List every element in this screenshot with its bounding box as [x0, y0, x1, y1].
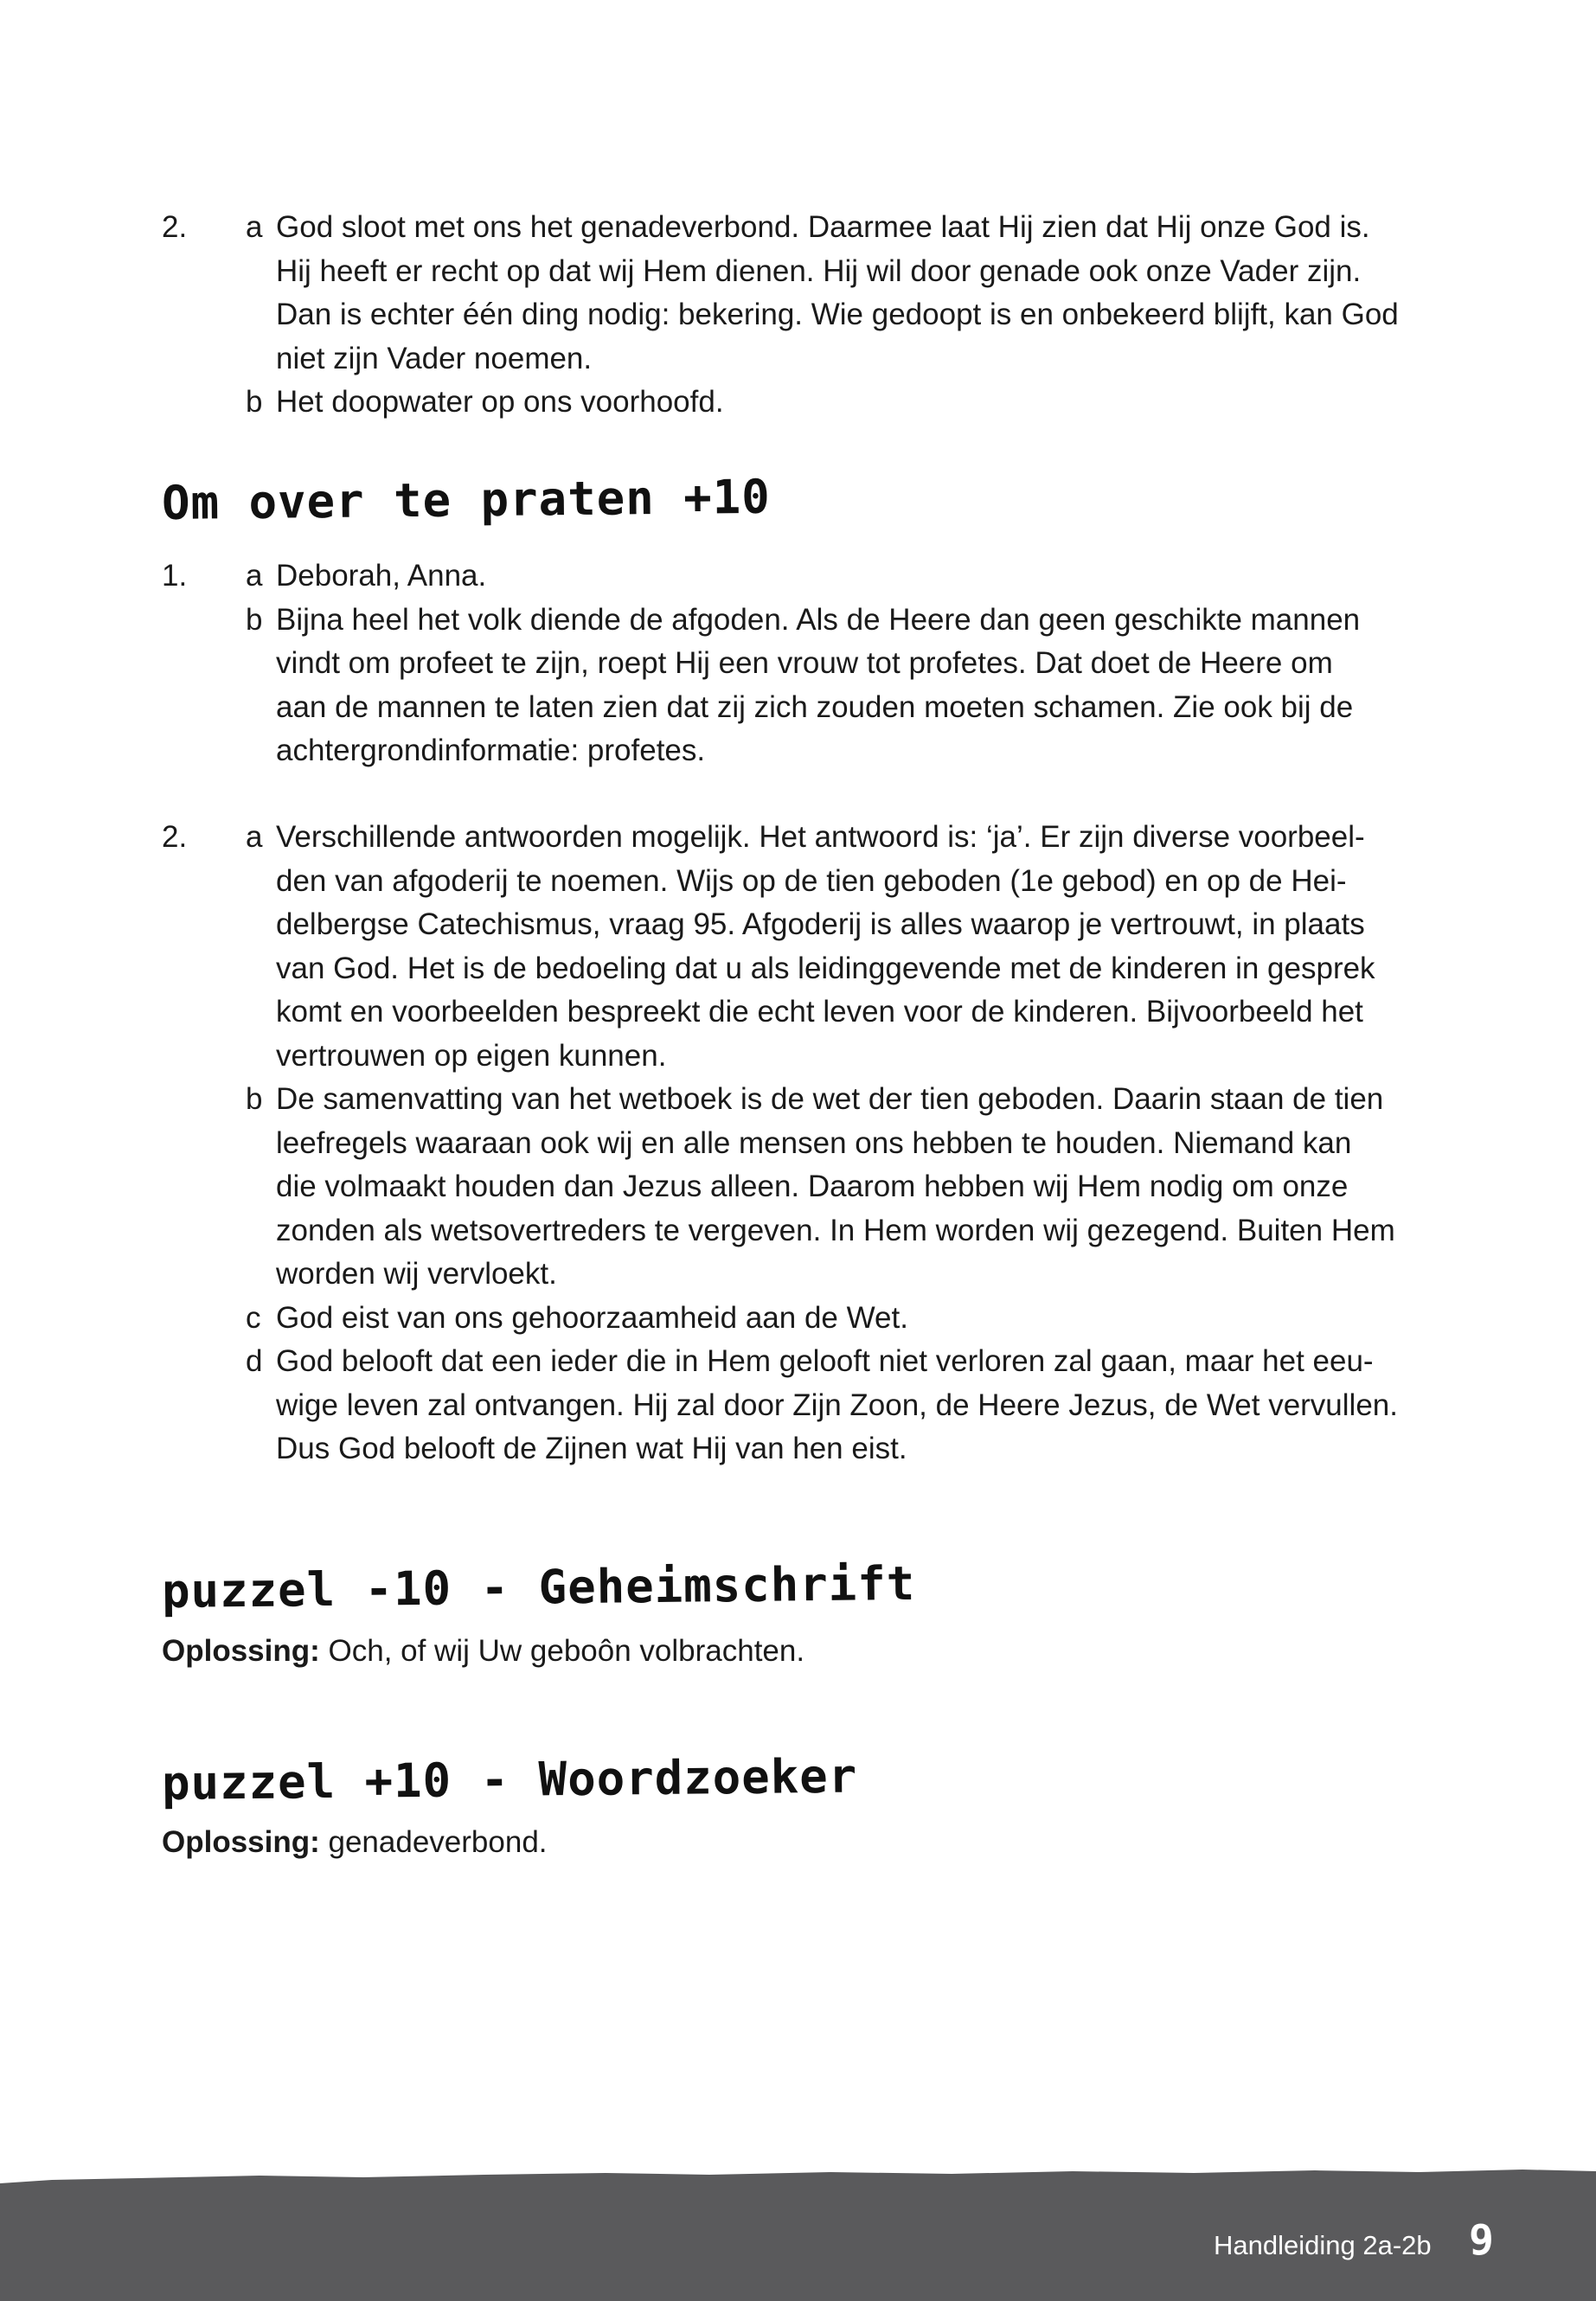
line: vertrouwen op eigen kunnen. — [276, 1038, 667, 1073]
line: komt en voorbeelden bespreekt die echt leven voor de kinderen. Bijvoorbeeld het — [276, 995, 1363, 1029]
solution-geheimschrift — [162, 1630, 804, 1673]
solution-answer: genadeverbond. — [319, 1825, 548, 1859]
line: Dus God belooft de Zijnen wat Hij van hen eist. — [276, 1432, 907, 1465]
answer-2 — [162, 206, 1477, 425]
line: aan de mannen te laten zien dat zij zich zouden moeten schamen. Zie ook bij de — [276, 689, 1354, 724]
footer — [0, 2135, 1596, 2301]
line: niet zijn Vader noemen. — [276, 341, 593, 375]
line: Hij heeft er recht op dat wij Hem dienen. Hij wil door genade ook onze Vader zijn. — [276, 253, 1362, 288]
item-number: 1. — [162, 559, 188, 593]
solution-label: Oplossing: — [162, 1825, 320, 1859]
heading-puzzel-geheimschrift: puzzel -10 - Geheimschrift — [161, 1555, 916, 1618]
item-number: 2. — [162, 820, 188, 854]
line: God sloot met ons het genadeverbond. Daarmee laat Hij zien dat Hij onze God is. — [276, 210, 1370, 244]
sub-answer-a — [162, 816, 1477, 1078]
line: wige leven zal ontvangen. Hij zal door Zijn Zoon, de Heere Jezus, de Wet vervullen. — [276, 1388, 1398, 1422]
sub-answer-c — [162, 1297, 1477, 1341]
page-number: 9 — [1469, 2216, 1494, 2265]
footer-title: Handleiding 2a-2b — [1214, 2230, 1432, 2260]
sub-answer-b — [162, 599, 1477, 773]
sub-letter: a — [246, 210, 263, 244]
line: God belooft dat een ieder die in Hem gelooft niet verloren zal gaan, maar het eeu- — [276, 1344, 1374, 1378]
line: Bijna heel het volk diende de afgoden. Als de Heere dan geen geschikte mannen — [276, 602, 1361, 637]
item-number: 2. — [162, 210, 188, 244]
line: Dan is echter één ding nodig: bekering. Wie gedoopt is en onbekeerd blijft, kan God — [276, 298, 1399, 331]
sub-answer-a — [162, 554, 1477, 599]
heading-puzzel-woordzoeker: puzzel +10 - Woordzoeker — [161, 1748, 858, 1811]
praten-answer-1 — [162, 554, 1477, 773]
sub-answer-d — [162, 1340, 1477, 1471]
line: worden wij vervloekt. — [276, 1257, 557, 1291]
solution-answer: Och, of wij Uw geboôn volbrachten. — [319, 1634, 805, 1668]
footer-band — [0, 2135, 1596, 2301]
line: God eist van ons gehoorzaamheid aan de Wet. — [276, 1300, 908, 1335]
sub-answer-b — [162, 381, 1477, 425]
sub-letter: d — [246, 1344, 263, 1378]
line: Deborah, Anna. — [276, 559, 487, 593]
sub-letter: c — [246, 1300, 261, 1335]
line: delbergse Catechismus, vraag 95. Afgoderij is alles waarop je vertrouwt, in plaats — [276, 907, 1365, 941]
sub-letter: a — [246, 820, 263, 854]
heading-om-over-te-praten: Om over te praten +10 — [161, 469, 772, 530]
line: leefregels waaraan ook wij en alle mensen ons hebben te houden. Niemand kan — [276, 1125, 1352, 1160]
sub-letter: a — [246, 559, 263, 593]
sub-letter: b — [246, 602, 263, 637]
sub-letter: b — [246, 1082, 263, 1116]
line: van God. Het is de bedoeling dat u als leidinggevende met de kinderen in gesprek — [276, 951, 1375, 985]
line: den van afgoderij te noemen. Wijs op de tien geboden (1e gebod) en op de Hei- — [276, 863, 1347, 898]
line: De samenvatting van het wetboek is de wet der tien geboden. Daarin staan de tien — [276, 1082, 1384, 1116]
line: Verschillende antwoorden mogelijk. Het antwoord is: ‘ja’. Er zijn diverse voorbeel- — [276, 820, 1365, 854]
solution-woordzoeker — [162, 1821, 548, 1864]
sub-letter: b — [246, 385, 263, 419]
line: vindt om profeet te zijn, roept Hij een vrouw tot profetes. Dat doet de Heere om — [276, 646, 1333, 680]
sub-answer-b — [162, 1078, 1477, 1297]
praten-answer-2 — [162, 816, 1477, 1471]
solution-label: Oplossing: — [162, 1634, 320, 1668]
line: zonden als wetsovertreders te vergeven. In Hem worden wij gezegend. Buiten Hem — [276, 1213, 1395, 1247]
line: Het doopwater op ons voorhoofd. — [276, 385, 724, 419]
line: die volmaakt houden dan Jezus alleen. Daarom hebben wij Hem nodig om onze — [276, 1170, 1349, 1203]
sub-answer-a — [162, 206, 1477, 381]
line: achtergrondinformatie: profetes. — [276, 734, 706, 767]
